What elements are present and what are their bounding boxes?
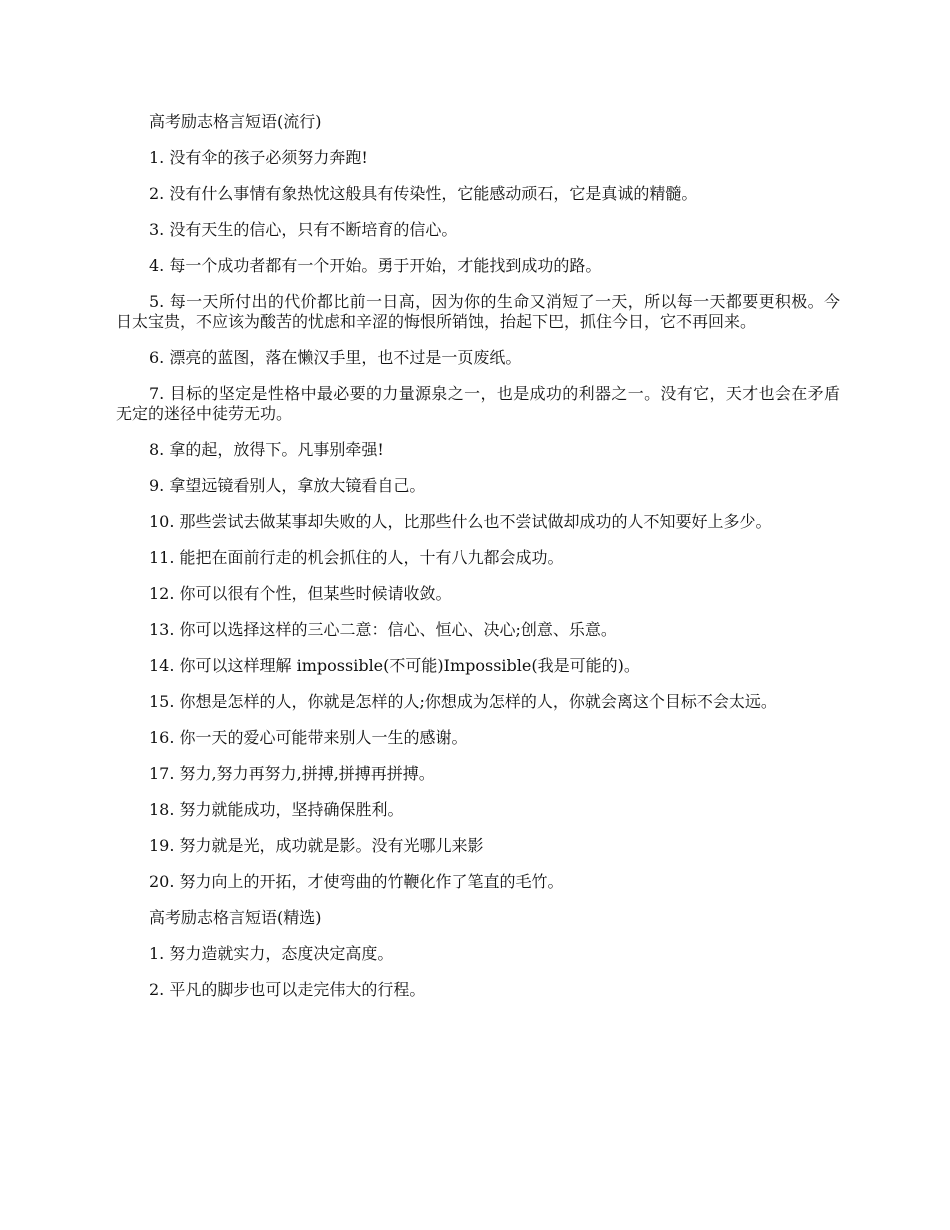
document-body bbox=[116, 112, 840, 1016]
quote-paragraph: 2. 平凡的脚步也可以走完伟大的行程。 bbox=[149, 980, 426, 999]
quote-paragraph: 10. 那些尝试去做某事却失败的人，比那些什么也不尝试做却成功的人不知要好上多少。 bbox=[149, 512, 772, 531]
quote-paragraph: 7. 目标的坚定是性格中最必要的力量源泉之一，也是成功的利器之一。没有它，天才也会在矛盾无定的迷径中徒劳无功。 bbox=[116, 384, 840, 423]
quote-paragraph: 8. 拿的起，放得下。凡事别牵强! bbox=[149, 440, 384, 459]
quote-paragraph: 2. 没有什么事情有象热忱这般具有传染性，它能感动顽石，它是真诚的精髓。 bbox=[149, 184, 698, 203]
quote-paragraph: 5. 每一天所付出的代价都比前一日高，因为你的生命又消短了一天，所以每一天都要更积极。今日太宝贵，不应该为酸苦的忧虑和辛涩的悔恨所销蚀，抬起下巴，抓住今日，它不再回来。 bbox=[116, 292, 840, 331]
quote-paragraph: 1. 没有伞的孩子必须努力奔跑! bbox=[149, 148, 368, 167]
quote-paragraph: 9. 拿望远镜看别人，拿放大镜看自己。 bbox=[149, 476, 426, 495]
quote-paragraph: 15. 你想是怎样的人，你就是怎样的人;你想成为怎样的人，你就会离这个目标不会太远。 bbox=[149, 692, 777, 711]
quote-paragraph: 16. 你一天的爱心可能带来别人一生的感谢。 bbox=[149, 728, 468, 747]
section-heading-popular: 高考励志格言短语(流行) bbox=[149, 112, 322, 131]
quote-paragraph: 14. 你可以这样理解 impossible(不可能)Impossible(我是可能的)。 bbox=[149, 656, 640, 675]
quote-paragraph: 12. 你可以很有个性，但某些时候请收敛。 bbox=[149, 584, 452, 603]
quote-paragraph: 20. 努力向上的开拓，才使弯曲的竹鞭化作了笔直的毛竹。 bbox=[149, 872, 564, 891]
quote-paragraph: 6. 漂亮的蓝图，落在懒汉手里，也不过是一页废纸。 bbox=[149, 348, 522, 367]
quote-paragraph: 13. 你可以选择这样的三心二意：信心、恒心、决心;创意、乐意。 bbox=[149, 620, 617, 639]
quote-paragraph: 1. 努力造就实力，态度决定高度。 bbox=[149, 944, 394, 963]
quote-paragraph: 3. 没有天生的信心，只有不断培育的信心。 bbox=[149, 220, 458, 239]
quote-paragraph: 19. 努力就是光，成功就是影。没有光哪儿来影 bbox=[149, 836, 484, 855]
section-heading-selected: 高考励志格言短语(精选) bbox=[149, 908, 322, 927]
quote-paragraph: 11. 能把在面前行走的机会抓住的人，十有八九都会成功。 bbox=[149, 548, 564, 567]
quote-paragraph: 4. 每一个成功者都有一个开始。勇于开始，才能找到成功的路。 bbox=[149, 256, 602, 275]
quote-paragraph: 17. 努力,努力再努力,拼搏,拼搏再拼搏。 bbox=[149, 764, 435, 783]
quote-paragraph: 18. 努力就能成功，坚持确保胜利。 bbox=[149, 800, 404, 819]
